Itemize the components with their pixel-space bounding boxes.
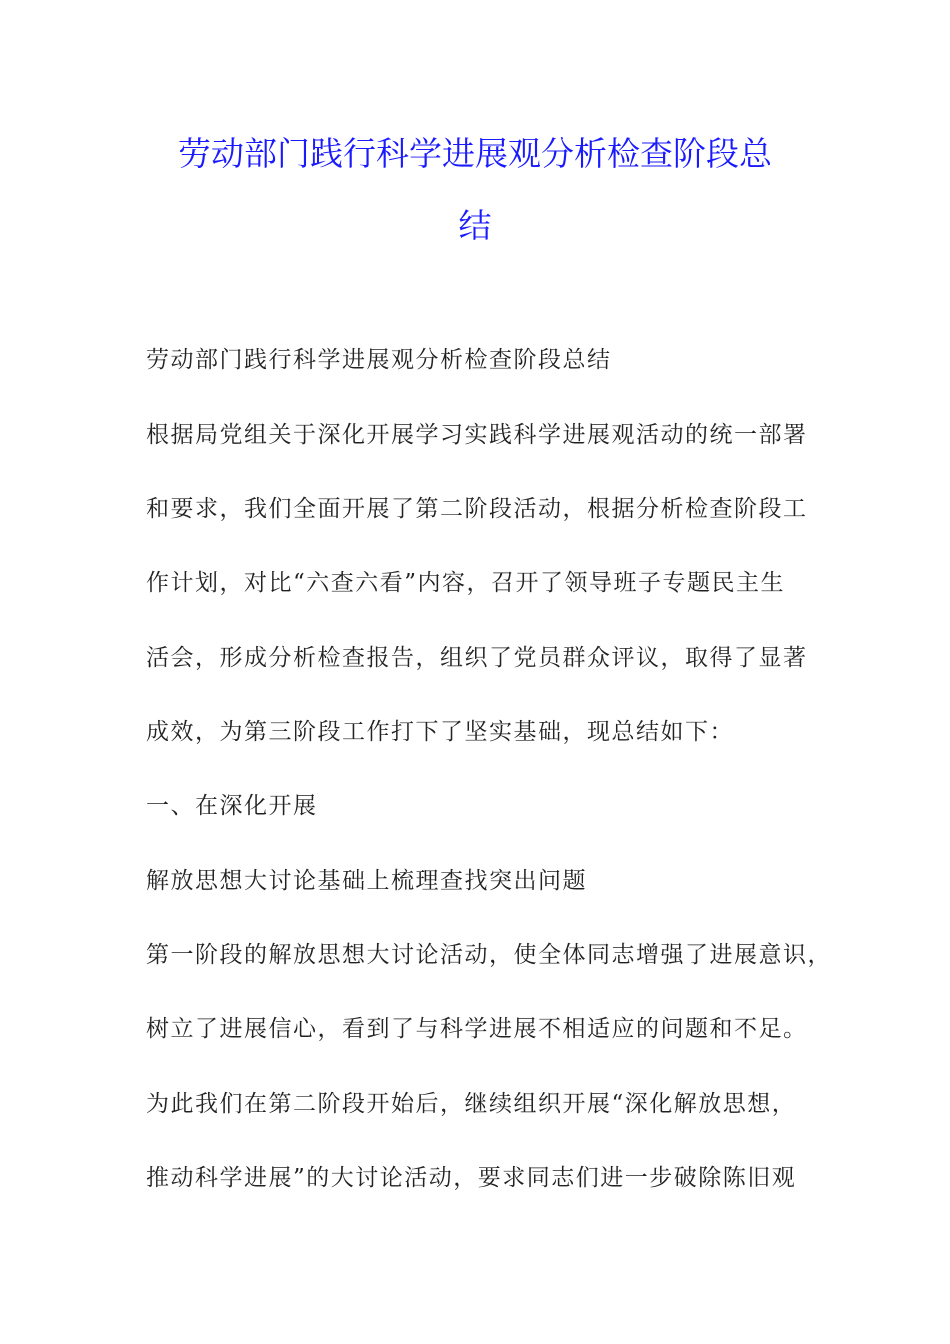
document-title-line-2: 结 [458, 206, 492, 245]
paragraph-line: 活会，形成分析检查报告，组织了党员群众评议，取得了显著 [146, 645, 808, 671]
subtitle-line: 劳动部门践行科学进展观分析检查阶段总结 [146, 347, 612, 373]
paragraph-line: 推动科学进展”的大讨论活动，要求同志们进一步破除陈旧观 [146, 1165, 797, 1191]
document-title-line-1: 劳动部门践行科学进展观分析检查阶段总 [178, 134, 772, 173]
paragraph-line: 作计划，对比“六查六看”内容，召开了领导班子专题民主生 [146, 570, 786, 596]
section-heading-continued: 解放思想大讨论基础上梳理查找突出问题 [146, 868, 587, 894]
paragraph-line: 和要求，我们全面开展了第二阶段活动，根据分析检查阶段工 [146, 496, 808, 522]
paragraph-line: 根据局党组关于深化开展学习实践科学进展观活动的统一部署 [146, 422, 808, 448]
paragraph-line: 为此我们在第二阶段开始后，继续组织开展“深化解放思想， [146, 1091, 797, 1117]
paragraph-line: 树立了进展信心，看到了与科学进展不相适应的问题和不足。 [146, 1016, 808, 1042]
paragraph-line: 成效，为第三阶段工作打下了坚实基础，现总结如下： [146, 719, 734, 745]
paragraph-line: 第一阶段的解放思想大讨论活动，使全体同志增强了进展意识， [146, 942, 832, 968]
section-heading: 一、在深化开展 [146, 793, 318, 819]
